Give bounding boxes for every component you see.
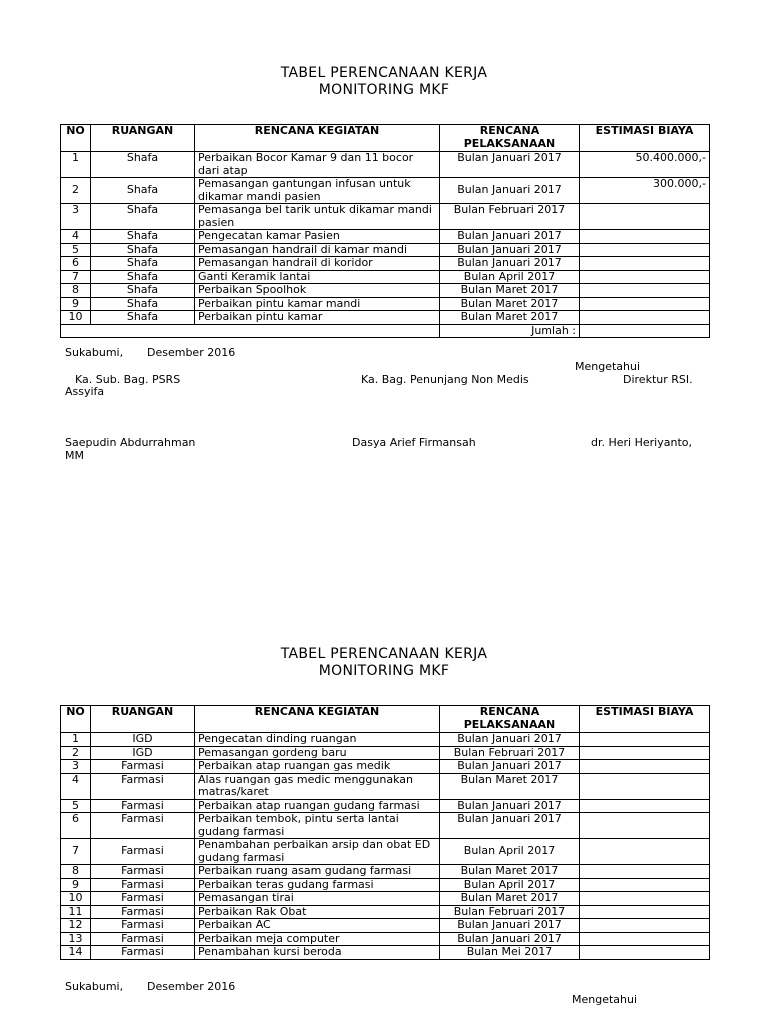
row-cost xyxy=(580,760,710,774)
header-room: RUANGAN xyxy=(91,706,195,733)
table-row xyxy=(61,270,710,284)
header-no: NO xyxy=(61,706,91,733)
row-room: Farmasi xyxy=(91,932,195,946)
row-room: Farmasi xyxy=(91,839,195,865)
row-no: 14 xyxy=(61,946,91,960)
row-no: 7 xyxy=(61,270,91,284)
row-schedule: Bulan Maret 2017 xyxy=(440,297,580,311)
row-cost xyxy=(580,892,710,906)
header-cost: ESTIMASI BIAYA xyxy=(580,706,710,733)
row-schedule: Bulan Maret 2017 xyxy=(440,311,580,325)
place-label: Sukabumi, xyxy=(65,346,124,359)
row-activity: Perbaikan Bocor Kamar 9 dan 11 bocor dari atap xyxy=(195,152,440,178)
table-row xyxy=(61,799,710,813)
row-activity: Alas ruangan gas medic menggunakan matras/karet xyxy=(195,773,440,799)
row-cost xyxy=(580,813,710,839)
header-schedule xyxy=(440,706,580,733)
row-schedule: Bulan Mei 2017 xyxy=(440,946,580,960)
row-cost xyxy=(580,284,710,298)
row-schedule: Bulan April 2017 xyxy=(440,270,580,284)
row-cost xyxy=(580,946,710,960)
table-row xyxy=(61,746,710,760)
row-no: 1 xyxy=(61,733,91,747)
row-schedule: Bulan Januari 2017 xyxy=(440,813,580,839)
row-no: 11 xyxy=(61,905,91,919)
row-no: 8 xyxy=(61,284,91,298)
row-cost xyxy=(580,773,710,799)
table-row xyxy=(61,932,710,946)
total-blank xyxy=(195,324,440,338)
row-activity: Perbaikan ruang asam gudang farmasi xyxy=(195,865,440,879)
row-room: Farmasi xyxy=(91,865,195,879)
row-no: 6 xyxy=(61,257,91,271)
row-activity: Ganti Keramik lantai xyxy=(195,270,440,284)
header-activity: RENCANA KEGIATAN xyxy=(195,706,440,733)
page-subtitle-2: MONITORING MKF xyxy=(318,663,450,679)
row-schedule: Bulan Januari 2017 xyxy=(440,230,580,244)
table-row xyxy=(61,243,710,257)
row-activity: Pemasangan handrail di koridor xyxy=(195,257,440,271)
row-room: Shafa xyxy=(91,311,195,325)
table-row xyxy=(61,311,710,325)
row-no: 3 xyxy=(61,760,91,774)
date-label-2: Desember 2016 xyxy=(147,980,236,993)
header-no: NO xyxy=(61,125,91,152)
row-no: 9 xyxy=(61,297,91,311)
row-activity: Pengecatan kamar Pasien xyxy=(195,230,440,244)
row-room: Shafa xyxy=(91,178,195,204)
row-cost xyxy=(580,243,710,257)
header-cost: ESTIMASI BIAYA xyxy=(580,125,710,152)
row-no: 10 xyxy=(61,311,91,325)
row-activity: Pemasangan handrail di kamar mandi xyxy=(195,243,440,257)
row-activity: Pemasangan tirai xyxy=(195,892,440,906)
place-label-2: Sukabumi, xyxy=(65,980,124,993)
row-cost xyxy=(580,878,710,892)
row-cost xyxy=(580,799,710,813)
total-blank xyxy=(91,324,195,338)
total-row xyxy=(61,324,710,338)
table-row xyxy=(61,733,710,747)
row-activity: Pengecatan dinding ruangan xyxy=(195,733,440,747)
header-schedule-line1: RENCANA xyxy=(479,124,540,137)
row-schedule: Bulan Februari 2017 xyxy=(440,746,580,760)
table-row xyxy=(61,839,710,865)
row-activity: Perbaikan pintu kamar mandi xyxy=(195,297,440,311)
row-room: Farmasi xyxy=(91,799,195,813)
row-schedule: Bulan Januari 2017 xyxy=(440,919,580,933)
row-no: 7 xyxy=(61,839,91,865)
row-no: 8 xyxy=(61,865,91,879)
row-room: Farmasi xyxy=(91,760,195,774)
row-room: Shafa xyxy=(91,152,195,178)
row-no: 4 xyxy=(61,773,91,799)
table-row xyxy=(61,152,710,178)
table-row xyxy=(61,905,710,919)
signer2-name: Dasya Arief Firmansah xyxy=(352,436,476,449)
row-cost xyxy=(580,311,710,325)
table-row xyxy=(61,878,710,892)
signer3-role: Direktur RSI. xyxy=(623,373,693,386)
row-schedule: Bulan Januari 2017 xyxy=(440,733,580,747)
table-header-row xyxy=(61,125,710,152)
row-room: Shafa xyxy=(91,297,195,311)
signer3-role-cont: Assyifa xyxy=(65,385,105,398)
table-row xyxy=(61,178,710,204)
header-schedule xyxy=(440,125,580,152)
row-cost xyxy=(580,270,710,284)
row-schedule: Bulan Februari 2017 xyxy=(440,905,580,919)
table-row xyxy=(61,284,710,298)
work-plan-table-2 xyxy=(60,705,710,960)
row-activity: Perbaikan Spoolhok xyxy=(195,284,440,298)
row-room: Shafa xyxy=(91,257,195,271)
table-row xyxy=(61,773,710,799)
row-activity: Perbaikan AC xyxy=(195,919,440,933)
row-cost xyxy=(580,746,710,760)
row-schedule: Bulan Januari 2017 xyxy=(440,799,580,813)
row-cost xyxy=(580,919,710,933)
row-schedule: Bulan Maret 2017 xyxy=(440,865,580,879)
row-activity: Perbaikan Rak Obat xyxy=(195,905,440,919)
table-row xyxy=(61,204,710,230)
table-row xyxy=(61,919,710,933)
row-schedule: Bulan Januari 2017 xyxy=(440,760,580,774)
page-subtitle: MONITORING MKF xyxy=(318,82,450,98)
row-no: 12 xyxy=(61,919,91,933)
row-cost xyxy=(580,839,710,865)
row-room: Shafa xyxy=(91,204,195,230)
table-row xyxy=(61,865,710,879)
signer3-name-cont: MM xyxy=(65,449,84,462)
row-activity: Perbaikan tembok, pintu serta lantai gudang farmasi xyxy=(195,813,440,839)
header-schedule-line1: RENCANA xyxy=(479,705,540,718)
row-room: Shafa xyxy=(91,243,195,257)
row-schedule: Bulan April 2017 xyxy=(440,878,580,892)
page-title: TABEL PERENCANAAN KERJA xyxy=(280,65,488,81)
row-activity: Pemasangan gordeng baru xyxy=(195,746,440,760)
signer3-name: dr. Heri Heriyanto, xyxy=(591,436,692,449)
signer2-role: Ka. Bag. Penunjang Non Medis xyxy=(361,373,529,386)
row-no: 9 xyxy=(61,878,91,892)
row-schedule: Bulan Januari 2017 xyxy=(440,243,580,257)
row-no: 4 xyxy=(61,230,91,244)
row-no: 2 xyxy=(61,746,91,760)
row-activity: Perbaikan teras gudang farmasi xyxy=(195,878,440,892)
table-row xyxy=(61,813,710,839)
table-row xyxy=(61,257,710,271)
row-room: Farmasi xyxy=(91,813,195,839)
acknowledged-label-2: Mengetahui xyxy=(572,993,638,1006)
row-schedule: Bulan April 2017 xyxy=(440,839,580,865)
row-no: 6 xyxy=(61,813,91,839)
row-schedule: Bulan Maret 2017 xyxy=(440,892,580,906)
row-schedule: Bulan Februari 2017 xyxy=(440,204,580,230)
header-schedule-line2: PELAKSANAAN xyxy=(463,136,556,150)
row-activity: Penambahan perbaikan arsip dan obat ED gudang farmasi xyxy=(195,839,440,865)
row-cost: 300.000,- xyxy=(580,178,710,204)
row-schedule: Bulan Januari 2017 xyxy=(440,932,580,946)
row-schedule: Bulan Januari 2017 xyxy=(440,178,580,204)
row-no: 3 xyxy=(61,204,91,230)
row-room: Farmasi xyxy=(91,919,195,933)
row-room: Farmasi xyxy=(91,905,195,919)
table-row xyxy=(61,892,710,906)
table-row xyxy=(61,946,710,960)
row-cost xyxy=(580,932,710,946)
row-schedule: Bulan Maret 2017 xyxy=(440,284,580,298)
table-row xyxy=(61,230,710,244)
row-activity: Penambahan kursi beroda xyxy=(195,946,440,960)
row-room: Farmasi xyxy=(91,878,195,892)
row-room: IGD xyxy=(91,746,195,760)
row-no: 13 xyxy=(61,932,91,946)
row-activity: Pemasangan gantungan infusan untuk dikamar mandi pasien xyxy=(195,178,440,204)
row-cost xyxy=(580,204,710,230)
acknowledged-label: Mengetahui xyxy=(575,360,641,373)
row-cost xyxy=(580,230,710,244)
row-no: 2 xyxy=(61,178,91,204)
row-activity: Perbaikan pintu kamar xyxy=(195,311,440,325)
row-room: Shafa xyxy=(91,230,195,244)
total-label: Jumlah : xyxy=(440,324,580,338)
row-schedule: Bulan Januari 2017 xyxy=(440,152,580,178)
table-header-row xyxy=(61,706,710,733)
signer1-name: Saepudin Abdurrahman xyxy=(65,436,196,449)
row-cost xyxy=(580,865,710,879)
total-blank xyxy=(61,324,91,338)
table-row xyxy=(61,760,710,774)
header-activity: RENCANA KEGIATAN xyxy=(195,125,440,152)
row-schedule: Bulan Januari 2017 xyxy=(440,257,580,271)
header-room: RUANGAN xyxy=(91,125,195,152)
row-no: 5 xyxy=(61,799,91,813)
date-label: Desember 2016 xyxy=(147,346,236,359)
row-no: 5 xyxy=(61,243,91,257)
row-no: 10 xyxy=(61,892,91,906)
row-cost xyxy=(580,733,710,747)
row-cost xyxy=(580,257,710,271)
row-room: Farmasi xyxy=(91,773,195,799)
row-room: Shafa xyxy=(91,284,195,298)
row-room: Farmasi xyxy=(91,946,195,960)
row-activity: Perbaikan atap ruangan gudang farmasi xyxy=(195,799,440,813)
row-room: Shafa xyxy=(91,270,195,284)
row-cost xyxy=(580,297,710,311)
total-value xyxy=(580,324,710,338)
page-title-2: TABEL PERENCANAAN KERJA xyxy=(280,646,488,662)
row-no: 1 xyxy=(61,152,91,178)
signer1-role: Ka. Sub. Bag. PSRS xyxy=(75,373,181,386)
row-activity: Pemasanga bel tarik untuk dikamar mandi pasien xyxy=(195,204,440,230)
row-room: Farmasi xyxy=(91,892,195,906)
row-schedule: Bulan Maret 2017 xyxy=(440,773,580,799)
row-activity: Perbaikan meja computer xyxy=(195,932,440,946)
row-room: IGD xyxy=(91,733,195,747)
header-schedule-line2: PELAKSANAAN xyxy=(463,717,556,731)
table-row xyxy=(61,297,710,311)
row-cost xyxy=(580,905,710,919)
row-cost: 50.400.000,- xyxy=(580,152,710,178)
row-activity: Perbaikan atap ruangan gas medik xyxy=(195,760,440,774)
work-plan-table xyxy=(60,124,710,338)
